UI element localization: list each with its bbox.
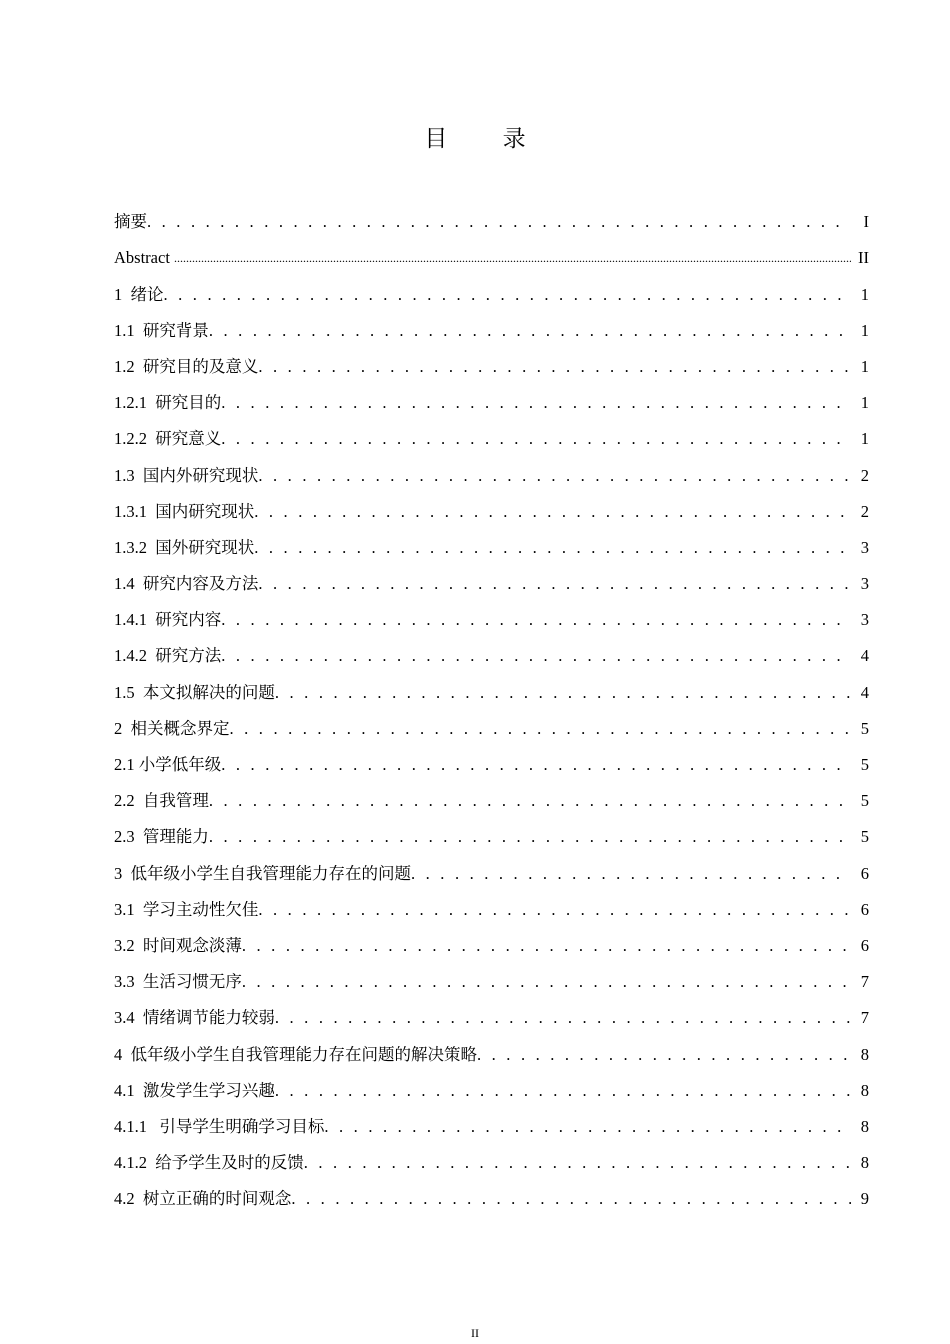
toc-entry-label: 1.3.1 国内研究现状 <box>114 501 255 521</box>
dot-leader <box>411 864 851 884</box>
toc-entry-page: 8 <box>860 1153 869 1173</box>
toc-entry-label: 1.2 研究目的及意义 <box>114 356 259 376</box>
toc-entry[interactable] <box>114 558 869 594</box>
dot-leader <box>164 285 852 305</box>
toc-entry[interactable] <box>114 594 869 630</box>
toc-entry-page: 8 <box>860 1044 869 1064</box>
toc-entry-page: 4 <box>860 682 869 702</box>
toc-entry-label: 3.3 生活习惯无序 <box>114 972 242 992</box>
toc-entry-label: 1.3 国内外研究现状 <box>114 465 259 485</box>
toc-entry[interactable] <box>114 884 869 920</box>
toc-entry-page: 6 <box>860 863 869 883</box>
toc-entry-label: 4.2 树立正确的时间观念 <box>114 1189 292 1209</box>
dot-leader <box>254 538 851 558</box>
toc-entry[interactable] <box>114 449 869 485</box>
toc-entry[interactable] <box>114 739 869 775</box>
toc-entry-page: 9 <box>860 1189 869 1209</box>
dot-leader <box>477 1045 851 1065</box>
dot-leader <box>258 357 851 377</box>
toc-entry[interactable] <box>114 305 869 341</box>
page-number: II <box>471 1326 479 1340</box>
toc-entry-page: 3 <box>860 574 869 594</box>
toc-entry[interactable] <box>114 1101 869 1137</box>
toc-entry-label: 1.1 研究背景 <box>114 320 209 340</box>
toc-entry-page: 8 <box>860 1116 869 1136</box>
dot-leader <box>275 1008 851 1028</box>
toc-entry-label: 1.3.2 国外研究现状 <box>114 537 255 557</box>
toc-entry[interactable] <box>114 1173 869 1209</box>
toc-entry[interactable] <box>114 196 869 232</box>
toc-entry-label: 2 相关概念界定 <box>114 718 230 738</box>
dot-leader <box>324 1117 851 1137</box>
toc-entry[interactable] <box>114 811 869 847</box>
dot-leader <box>209 827 851 847</box>
toc-entry[interactable] <box>114 341 869 377</box>
toc-entry[interactable] <box>114 775 869 811</box>
toc-entry-page: 7 <box>860 1008 869 1028</box>
dot-leader <box>304 1153 851 1173</box>
toc-entry-label: 4.1.2 给予学生及时的反馈 <box>114 1153 304 1173</box>
toc-entry-label: 摘要 <box>114 212 147 232</box>
toc-entry-label: 2.1 小学低年级 <box>114 755 222 774</box>
dot-leader <box>209 791 851 811</box>
dot-leader <box>242 936 851 956</box>
toc-entry-label: 1.4.1 研究内容 <box>114 610 222 630</box>
dot-leader <box>221 393 851 413</box>
toc-entry-page: 5 <box>860 755 869 774</box>
dot-leader <box>291 1189 851 1209</box>
dot-leader <box>258 574 851 594</box>
toc-entry-page: 5 <box>860 718 869 738</box>
dot-leader <box>221 610 851 630</box>
toc-entry-label: Abstract <box>114 248 175 268</box>
dot-leader <box>221 646 851 666</box>
toc-entry-page: 1 <box>860 356 869 376</box>
dot-leader <box>174 248 851 268</box>
toc-entry[interactable] <box>114 232 869 268</box>
toc-entry-label: 4.1.1 引导学生明确学习目标 <box>114 1116 325 1136</box>
toc-entry-label: 1.4.2 研究方法 <box>114 646 222 666</box>
page-title: 目 录 <box>424 126 550 152</box>
toc-entry-label: 1.5 本文拟解决的问题 <box>114 682 275 702</box>
toc-entry[interactable] <box>114 992 869 1028</box>
toc-entry[interactable] <box>114 920 869 956</box>
toc-entry-page: 1 <box>860 429 869 449</box>
toc-entry-page: 1 <box>860 284 869 304</box>
toc-entry-label: 3.1 学习主动性欠佳 <box>114 899 259 919</box>
toc-entry-page: 1 <box>860 320 869 340</box>
toc-entry-page: 6 <box>860 899 869 919</box>
toc-entry-page: 6 <box>860 935 869 955</box>
toc-entry-page: 4 <box>860 646 869 666</box>
dot-leader <box>221 429 851 449</box>
toc-entry-label: 4 低年级小学生自我管理能力存在问题的解决策略 <box>114 1044 477 1064</box>
toc-entry-label: 4.1 激发学生学习兴趣 <box>114 1080 275 1100</box>
toc-entry-label: 3.4 情绪调节能力较弱 <box>114 1008 275 1028</box>
toc-entry-label: 2.3 管理能力 <box>114 827 209 847</box>
dot-leader <box>258 466 851 486</box>
toc-entry-page: 2 <box>860 465 869 485</box>
dot-leader <box>275 683 851 703</box>
toc-entry[interactable] <box>114 703 869 739</box>
toc-entry-label: 3.2 时间观念淡薄 <box>114 935 242 955</box>
toc-entry[interactable] <box>114 486 869 522</box>
toc-entry-page: 5 <box>860 791 869 811</box>
toc-entry[interactable] <box>114 1137 869 1173</box>
dot-leader <box>254 502 851 522</box>
dot-leader <box>147 212 851 232</box>
toc-entry-label: 1 绪论 <box>114 284 164 304</box>
toc-entry-label: 1.4 研究内容及方法 <box>114 574 259 594</box>
toc-entry-page: 3 <box>860 610 869 630</box>
toc-entry[interactable] <box>114 522 869 558</box>
toc-entry-page: II <box>858 248 869 268</box>
toc-entry[interactable] <box>114 847 869 883</box>
dot-leader <box>275 1081 851 1101</box>
toc-entry[interactable] <box>114 268 869 304</box>
toc-entry-page: 5 <box>860 827 869 847</box>
dot-leader <box>209 321 851 341</box>
toc-entry-label: 1.2.1 研究目的 <box>114 393 222 413</box>
toc-entry[interactable] <box>114 413 869 449</box>
toc-entry[interactable] <box>114 666 869 702</box>
dot-leader <box>230 719 852 739</box>
toc-entry-page: 7 <box>860 972 869 992</box>
toc-entry[interactable] <box>114 1065 869 1101</box>
toc-entry-label: 2.2 自我管理 <box>114 791 209 811</box>
table-of-contents <box>114 196 869 1209</box>
toc-entry-page: 8 <box>860 1080 869 1100</box>
dot-leader <box>258 900 851 920</box>
dot-leader <box>242 972 851 992</box>
toc-entry[interactable] <box>114 630 869 666</box>
toc-entry-page: 2 <box>860 501 869 521</box>
toc-entry[interactable] <box>114 1028 869 1064</box>
toc-entry[interactable] <box>114 377 869 413</box>
toc-entry[interactable] <box>114 956 869 992</box>
toc-entry-page: 3 <box>860 537 869 557</box>
toc-entry-page: I <box>863 212 869 232</box>
toc-entry-label: 1.2.2 研究意义 <box>114 429 222 449</box>
toc-entry-label: 3 低年级小学生自我管理能力存在的问题 <box>114 863 411 883</box>
toc-entry-page: 1 <box>860 393 869 413</box>
dot-leader <box>221 755 851 775</box>
